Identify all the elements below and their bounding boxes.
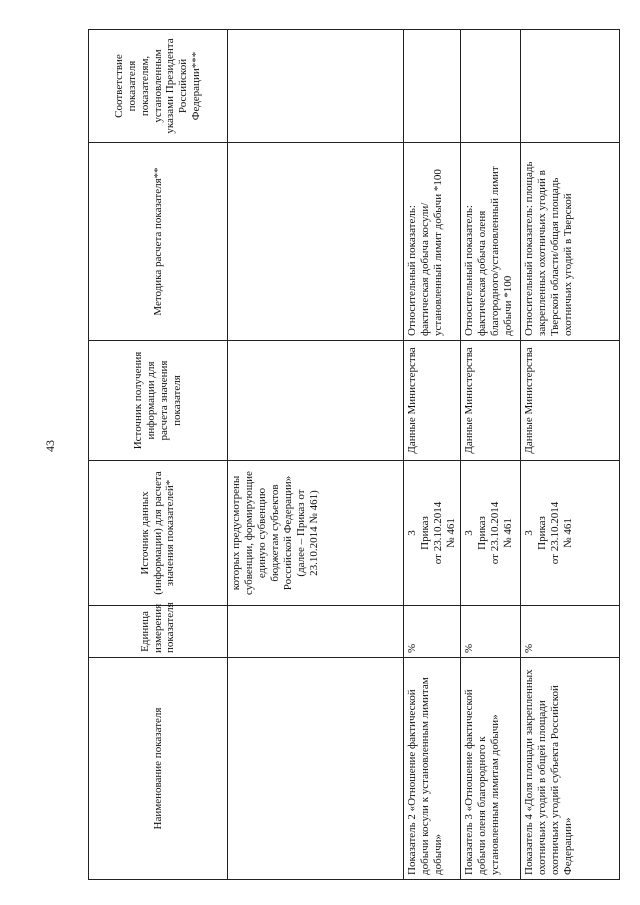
table-row-continuation [228,30,404,880]
indicators-table [88,29,620,880]
indicator-name: Показатель 3 «Отношение фактической добычи оленя благородного к установленным лимитам добычи» [460,658,520,880]
table-header-row [89,30,228,880]
indicator-info-origin: Данные Министерства [460,341,520,461]
page-number: 43 [43,440,57,452]
source-doc: Приказ [475,516,488,550]
indicator-data-source [404,461,461,606]
indicator-compliance [460,30,520,143]
source-number: 3 [522,530,535,536]
continuation-text: которых предусмотрены субвенции, формирующие единую субвенцию бюджетам субъектов Российской Федерации» (далее – Приказ от 23.10.2014 № 461) [228,461,404,606]
table-row [520,30,619,880]
indicator-unit: % [404,606,461,658]
indicator-unit: % [460,606,520,658]
header-data-source: Источник данных (информации) для расчета значения показателей* [89,461,228,606]
source-date: от 23.10.2014 [488,501,501,565]
indicator-compliance [404,30,461,143]
source-doc: Приказ [418,516,431,550]
indicator-method: Относительный показатель: фактическая добыча оленя благородного/установленный лимит добычи *100 [460,143,520,341]
source-doc: Приказ [535,516,548,550]
header-compliance: Соответствие показателя показателям, установленным указами Президента Российской Федерации*** [89,30,228,143]
source-doc-number: № 461 [444,518,457,548]
header-info-origin: Источник получения информации для расчета значения показателя [89,341,228,461]
indicator-unit: % [520,606,619,658]
header-indicator-name: Наименование показателя [89,658,228,880]
indicator-data-source [520,461,619,606]
rotated-table-container [88,30,618,880]
table-row [460,30,520,880]
source-number: 3 [406,530,418,536]
indicator-method: Относительный показатель: фактическая добыча косули/ установленный лимит добычи *100 [404,143,461,341]
indicator-method: Относительный показатель: площадь закрепленных охотничьих угодий в Тверской области/общая площадь охотничьих угодий в Тверской [520,143,619,341]
source-doc-number: № 461 [501,518,514,548]
source-date: от 23.10.2014 [431,501,444,565]
source-date: от 23.10.2014 [548,501,561,565]
source-number: 3 [462,530,475,536]
indicator-name: Показатель 4 «Доля площади закрепленных охотничьих угодий в общей площади охотничьих угодий субъекта Российской Федерации» [520,658,619,880]
indicator-info-origin: Данные Министерства [520,341,619,461]
header-method: Методика расчета показателя** [89,143,228,341]
indicator-data-source [460,461,520,606]
indicator-name: Показатель 2 «Отношение фактической добычи косули к установленным лимитам добычи» [404,658,461,880]
indicator-info-origin: Данные Министерства [404,341,461,461]
table-row [404,30,461,880]
indicator-compliance [520,30,619,143]
source-doc-number: № 461 [561,518,574,548]
header-unit: Единица измерения показателя [89,606,228,658]
